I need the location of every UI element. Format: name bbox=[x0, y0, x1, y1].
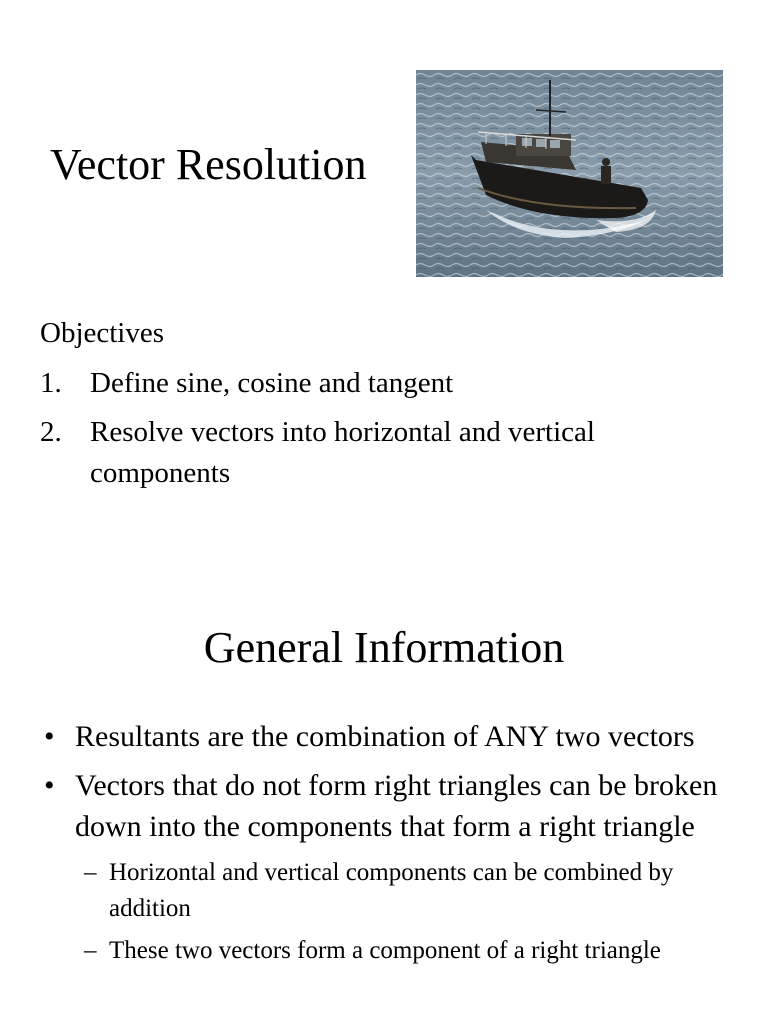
objective-number: 2. bbox=[40, 416, 62, 448]
bullet-item bbox=[44, 716, 724, 757]
objective-item bbox=[40, 412, 720, 494]
objective-text: Resolve vectors into horizontal and vertical components bbox=[90, 416, 595, 489]
bullet-icon: • bbox=[44, 769, 55, 802]
objectives-heading: Objectives bbox=[40, 317, 165, 349]
boat-photo bbox=[416, 70, 723, 277]
section-title: General Information bbox=[203, 623, 565, 672]
objective-text: Define sine, cosine and tangent bbox=[90, 367, 454, 399]
dash-icon: – bbox=[84, 937, 97, 964]
sub-bullet-list bbox=[84, 855, 724, 969]
bullet-list bbox=[44, 716, 724, 975]
sub-bullet-item bbox=[84, 855, 724, 927]
objectives-list bbox=[40, 363, 720, 502]
bullet-text: Vectors that do not form right triangles can be broken down into the components that form a right triangle bbox=[75, 769, 718, 843]
bullet-icon: • bbox=[44, 720, 55, 753]
slide-title: Vector Resolution bbox=[50, 140, 367, 189]
sub-bullet-item bbox=[84, 933, 724, 969]
objective-number: 1. bbox=[40, 367, 62, 399]
objective-item bbox=[40, 363, 720, 404]
dash-icon: – bbox=[84, 859, 97, 886]
bullet-item bbox=[44, 765, 724, 847]
sub-bullet-text: These two vectors form a component of a right triangle bbox=[109, 937, 661, 964]
bullet-text: Resultants are the combination of ANY two vectors bbox=[75, 720, 695, 753]
sub-bullet-text: Horizontal and vertical components can be combined by addition bbox=[109, 859, 674, 922]
